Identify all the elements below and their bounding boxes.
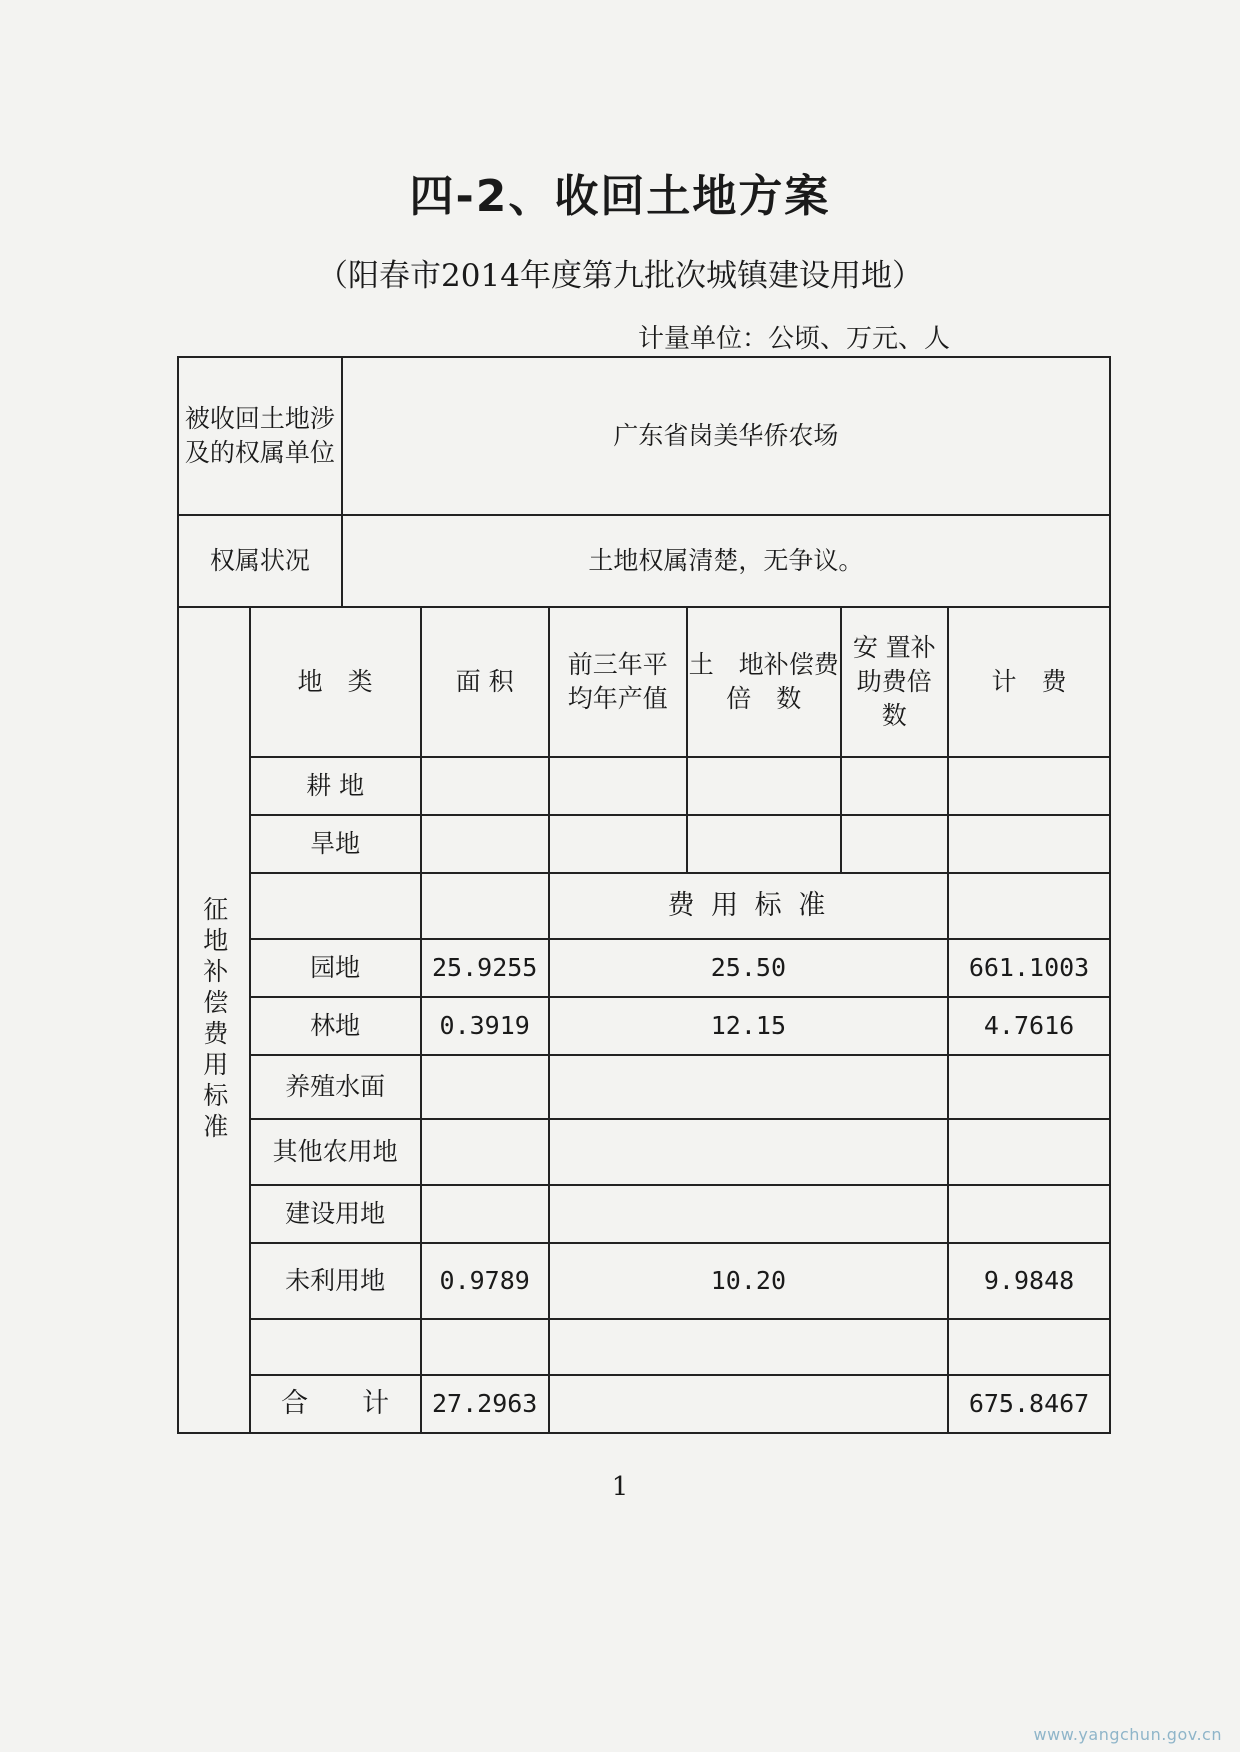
owner-row [178, 357, 1110, 515]
header-fee: 计 费 [948, 607, 1110, 757]
land-type-cell: 旱地 [250, 815, 421, 873]
land-recovery-table [177, 356, 1111, 1434]
table-row [178, 757, 1110, 815]
area-cell [421, 1185, 549, 1243]
table-row [178, 1185, 1110, 1243]
total-label: 合 计 [250, 1375, 421, 1433]
area-cell [421, 757, 549, 815]
header-resettle-multiple: 安 置补助费倍 数 [841, 607, 949, 757]
table-row [178, 997, 1110, 1055]
land-type-cell: 未利用地 [250, 1243, 421, 1319]
header-row [178, 607, 1110, 757]
total-row [178, 1375, 1110, 1433]
empty-cell [421, 873, 549, 939]
compensation-section-label: 征地补偿费用标准 [178, 607, 250, 1433]
total-area: 27.2963 [421, 1375, 549, 1433]
resettle-multiple-cell [841, 757, 949, 815]
standard-cell [549, 1055, 948, 1119]
empty-cell [421, 1319, 549, 1375]
page-subtitle: （阳春市2014年度第九批次城镇建设用地） [317, 258, 923, 294]
fee-cell [948, 815, 1110, 873]
standard-cell: 12.15 [549, 997, 948, 1055]
land-type-cell: 林地 [250, 997, 421, 1055]
fee-cell [948, 1055, 1110, 1119]
ownership-status-row [178, 515, 1110, 607]
table-row [178, 939, 1110, 997]
ownership-status-label: 权属状况 [178, 515, 342, 607]
land-type-cell: 建设用地 [250, 1185, 421, 1243]
area-cell: 0.9789 [421, 1243, 549, 1319]
empty-cell [549, 1375, 948, 1433]
fee-standard-label: 费 用 标 准 [549, 873, 948, 939]
standard-cell: 10.20 [549, 1243, 948, 1319]
area-cell [421, 1119, 549, 1185]
header-area: 面 积 [421, 607, 549, 757]
header-land-type: 地 类 [250, 607, 421, 757]
site-watermark: www.yangchun.gov.cn [1033, 1725, 1222, 1744]
avg-output-cell [549, 815, 687, 873]
header-avg-output: 前三年平 均年产值 [549, 607, 687, 757]
resettle-multiple-cell [841, 815, 949, 873]
avg-output-cell [549, 757, 687, 815]
table-row [178, 1119, 1110, 1185]
land-type-cell: 养殖水面 [250, 1055, 421, 1119]
standard-cell [549, 1119, 948, 1185]
table-row [178, 815, 1110, 873]
fee-cell: 4.7616 [948, 997, 1110, 1055]
standard-cell: 25.50 [549, 939, 948, 997]
owner-value: 广东省岗美华侨农场 [342, 357, 1110, 515]
table-row [178, 1055, 1110, 1119]
page-title: 四-2、收回土地方案 [409, 171, 831, 222]
empty-cell [250, 1319, 421, 1375]
land-multiple-cell [687, 757, 841, 815]
table-row [178, 1243, 1110, 1319]
land-type-cell: 耕 地 [250, 757, 421, 815]
standard-cell [549, 1185, 948, 1243]
empty-cell [948, 1319, 1110, 1375]
land-multiple-cell [687, 815, 841, 873]
header-land-multiple: 土 地补偿费倍 数 [687, 607, 841, 757]
fee-cell [948, 757, 1110, 815]
area-cell: 25.9255 [421, 939, 549, 997]
unit-label: 计量单位：公顷、万元、人 [637, 324, 950, 354]
page-number: 1 [611, 1472, 629, 1502]
fee-cell [948, 1185, 1110, 1243]
area-cell [421, 815, 549, 873]
fee-cell: 661.1003 [948, 939, 1110, 997]
land-type-cell: 其他农用地 [250, 1119, 421, 1185]
land-type-cell: 园地 [250, 939, 421, 997]
fee-cell [948, 1119, 1110, 1185]
empty-cell [250, 873, 421, 939]
table-row [178, 1319, 1110, 1375]
owner-label: 被收回土地涉及的权属单位 [178, 357, 342, 515]
empty-cell [948, 873, 1110, 939]
fee-standard-row [178, 873, 1110, 939]
area-cell [421, 1055, 549, 1119]
fee-cell: 9.9848 [948, 1243, 1110, 1319]
ownership-status-value: 土地权属清楚，无争议。 [342, 515, 1110, 607]
total-fee: 675.8467 [948, 1375, 1110, 1433]
empty-cell [549, 1319, 948, 1375]
area-cell: 0.3919 [421, 997, 549, 1055]
